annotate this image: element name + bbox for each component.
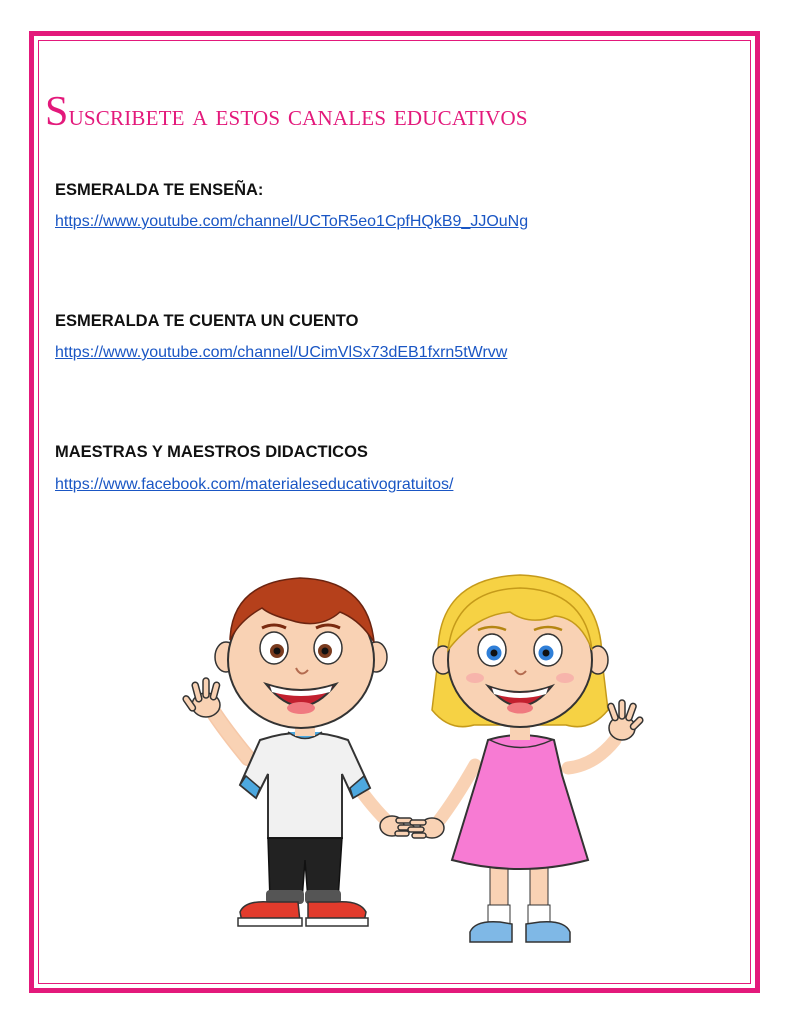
title-rest: uscribete a estos canales educativos bbox=[68, 99, 528, 132]
boy-illustration bbox=[182, 578, 414, 926]
kids-illustration bbox=[170, 560, 650, 955]
page-title bbox=[45, 88, 745, 136]
channel-name-3: MAESTRAS Y MAESTROS DIDACTICOS bbox=[55, 443, 368, 461]
channel-name-1: ESMERALDA TE ENSEÑA: bbox=[55, 181, 264, 199]
channel-link-2[interactable]: https://www.youtube.com/channel/UCimVlSx73dEB1fxrn5tWrvw bbox=[55, 344, 508, 361]
channel-link-1[interactable]: https://www.youtube.com/channel/UCToR5eo1CpfHQkB9_JJOuNg bbox=[55, 213, 529, 230]
channel-link-3[interactable]: https://www.facebook.com/materialeseducativogratuitos/ bbox=[55, 476, 454, 493]
girl-illustration bbox=[408, 575, 644, 942]
channel-name-2: ESMERALDA TE CUENTA UN CUENTO bbox=[55, 312, 359, 330]
title-initial: S bbox=[45, 89, 69, 135]
